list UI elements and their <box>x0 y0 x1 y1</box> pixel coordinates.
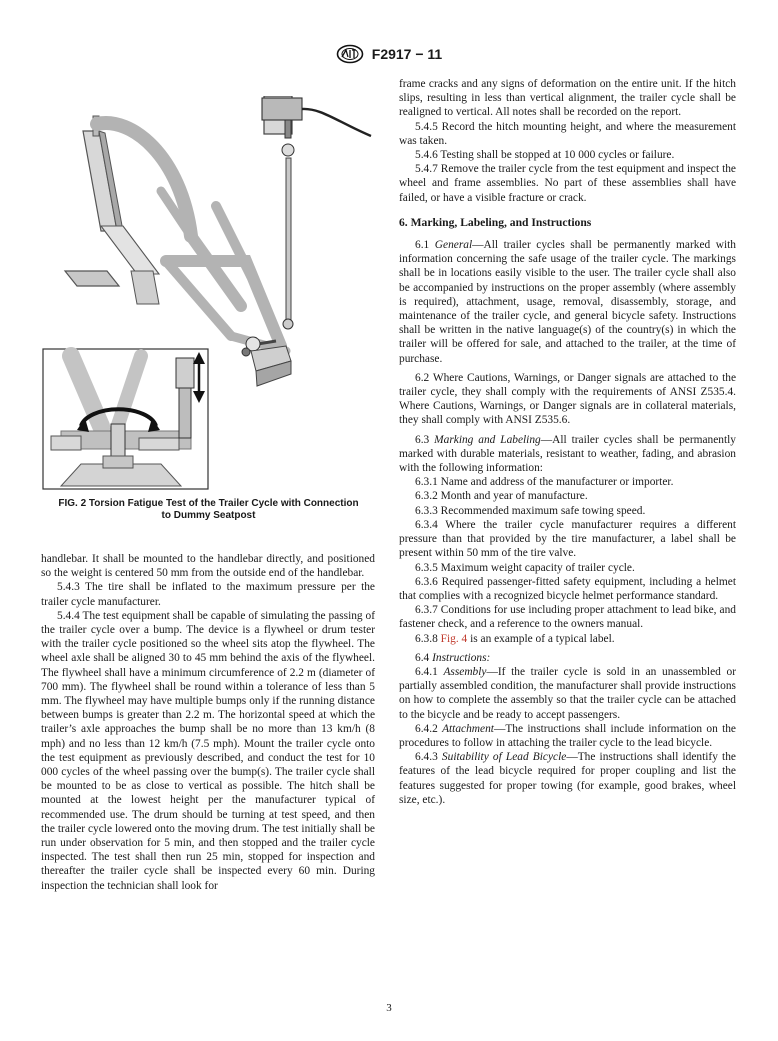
paragraph-frame-cracks-cont: frame cracks and any signs of deformation on the entire unit. If the hitch slips, resulting in less than vertical alignment, the trailer cycle shall be realigned to vertical. All notes shall be recorded on the report. <box>399 78 736 119</box>
section-text: is an example of a typical label. <box>467 632 615 645</box>
paragraph-6-4 <box>399 651 736 665</box>
standard-designation: F2917 − 11 <box>371 46 443 62</box>
paragraph-6-3-6: 6.3.6 Required passenger-fitted safety equipment, including a helmet that complies with a recognized bicycle helmet performance standard. <box>399 575 736 602</box>
section-number: 6.4.3 <box>415 751 438 764</box>
section-title: Marking and Labeling <box>434 433 541 446</box>
section-title: Suitability of Lead Bicycle <box>441 751 567 764</box>
astm-logo-icon <box>336 44 364 64</box>
paragraph-6-4-1 <box>399 665 736 722</box>
paragraph-6-3-5: 6.3.5 Maximum weight capacity of trailer cycle. <box>415 561 635 574</box>
page-number: 3 <box>386 1002 392 1014</box>
caption-line-2: to Dummy Seatpost <box>161 510 256 521</box>
section-heading-6: 6. Marking, Labeling, and Instructions <box>399 215 592 229</box>
paragraph-5-4-5: 5.4.5 Record the hitch mounting height, and where the measurement was taken. <box>399 120 736 147</box>
paragraph-6-2: 6.2 Where Cautions, Warnings, or Danger signals are attached to the trailer cycle, they shall comply with the requirements of ANSI Z535.4. Where Cautions, Warnings, or Danger signals are in collateral materials, they shall comply with ANSI Z535.6. <box>399 371 736 427</box>
paragraph-6-4-2 <box>399 722 736 750</box>
paragraph-5-4-4: 5.4.4 The test equipment shall be capable of simulating the passing of the trailer cycle over a bump. The device is a flywheel or drum tester with the trailer cycle positioned so the wheel sits atop the flywheel. The wheel axle shall be aligned 30 to 45 mm behind the axis of the flywheel. The flywheel shall have a minimum circumference of 2.2 m (diameter of 700 mm). The flywheel shall be round within a tolerance of less than 5 mm. The flywheel may have multiple bumps only if the running distance between bumps is greater than 2.2 m. The horizontal speed at which the trailer’s axle approaches the bump shall be no more than 13 km/h (8 mph) and no less than 12 km/h (7.5 mph). Mount the trailer cycle onto the test equipment as previously described, and conduct the test for 10 000 cycles of the wheel passing over the bump(s). The trailer cycle shall be mounted to be as close to vertical as possible. The hitch shall be mounted at the lowest height per the manufacturer typical of recommended use. The drum should be turning at test speed, and then the trailer cycle lowered onto the moving drum. The test initially shall be run under observation for 5 min, and then stopped and the trailer cycle inspected. The test shall then run 25 min, stopped for inspection and thereafter the trailer cycle shall be inspected every 60 min. During inspection the technician shall look for <box>41 609 375 892</box>
section-number: 6.4 <box>415 651 430 664</box>
paragraph-6-3-4: 6.3.4 Where the trailer cycle manufacturer requires a different pressure than that provided by the tire manufacturer, a label shall be present within 50 mm of the tire valve. <box>399 518 736 560</box>
paragraph-6-3-2: 6.3.2 Month and year of manufacture. <box>415 490 588 503</box>
section-number: 6.4.2 <box>415 722 438 735</box>
hitch-assembly <box>242 96 371 386</box>
paragraph-6-3 <box>399 433 736 476</box>
section-text: 6.3.8 <box>415 632 441 645</box>
section-title: General <box>434 239 473 252</box>
section-text: —The instructions shall identify the features of the lead bicycle required for proper coupling and list the features suggested for proper towing (for example, good brakes, wheel size, etc.). <box>399 751 736 806</box>
inset-detail <box>43 349 208 489</box>
paragraph-6-4-3 <box>399 750 736 807</box>
paragraph-5-4-7: 5.4.7 Remove the trailer cycle from the test equipment and inspect the wheel and frame assemblies. No part of these assemblies shall have failed, or have a visible fracture or crack. <box>399 163 736 204</box>
fig-4-link[interactable]: Fig. 4 <box>440 632 468 645</box>
page-header <box>0 44 778 64</box>
section-text: —All trailer cycles shall be permanently marked with durable materials, resistant to weather, fading, and abrasion with the following information: <box>399 433 736 475</box>
section-number: 6.3 <box>415 433 430 446</box>
paragraph-handlebar-cont: handlebar. It shall be mounted to the handlebar directly, and positioned so the weight is centered 50 mm from the outside end of the handlebar. <box>41 553 375 580</box>
section-text: —If the trailer cycle is sold in an unassembled or partially assembled condition, the manufacturer shall provide instructions on how to complete the assembly so that the trailer cycle can be attached to the bicycle and be ready to accept passengers. <box>399 665 736 721</box>
figure-caption <box>41 498 376 522</box>
right-column <box>399 77 736 807</box>
caption-line-1: FIG. 2 Torsion Fatigue Test of the Trailer Cycle with Connection <box>58 498 359 509</box>
section-number: 6.1 <box>415 239 430 252</box>
paragraph-5-4-3: 5.4.3 The tire shall be inflated to the maximum pressure per the trailer cycle manufacturer. <box>41 581 375 608</box>
paragraph-6-3-3: 6.3.3 Recommended maximum safe towing speed. <box>415 504 646 517</box>
paragraph-6-3-1: 6.3.1 Name and address of the manufacturer or importer. <box>415 476 674 489</box>
paragraph-6-3-8 <box>399 632 736 646</box>
paragraph-5-4-6: 5.4.6 Testing shall be stopped at 10 000 cycles or failure. <box>415 149 675 162</box>
paragraph-6-1 <box>399 238 736 366</box>
section-title: Attachment <box>442 722 494 735</box>
section-text: —All trailer cycles shall be permanently marked with information concerning the safe usage of the trailer cycle. The markings shall be in locations easily visible to the user. The trailer cycle shall also be accompanied by instructions on the proper assembly (where assembly is required), attachment, usage, removal, disassembly, storage, and maintenance of the trailer cycle, and general bicycle safety. Instructions shall be written in the native language(s) of the country(s) in which the trailer will be offered for sale, and attached to the trailer, at the time of purchase. <box>399 239 736 365</box>
paragraph-6-3-7: 6.3.7 Conditions for use including proper attachment to lead bike, and fastener check, and a reference to the owners manual. <box>399 604 736 631</box>
section-number: 6.4.1 <box>415 665 438 678</box>
left-column <box>41 552 375 893</box>
section-title: Instructions: <box>432 651 491 664</box>
fig2-illustration <box>41 96 376 521</box>
section-title: Assembly <box>443 665 487 678</box>
section-text: —The instructions shall include information on the procedures to follow in attaching the trailer cycle to the lead bicycle. <box>399 722 736 749</box>
